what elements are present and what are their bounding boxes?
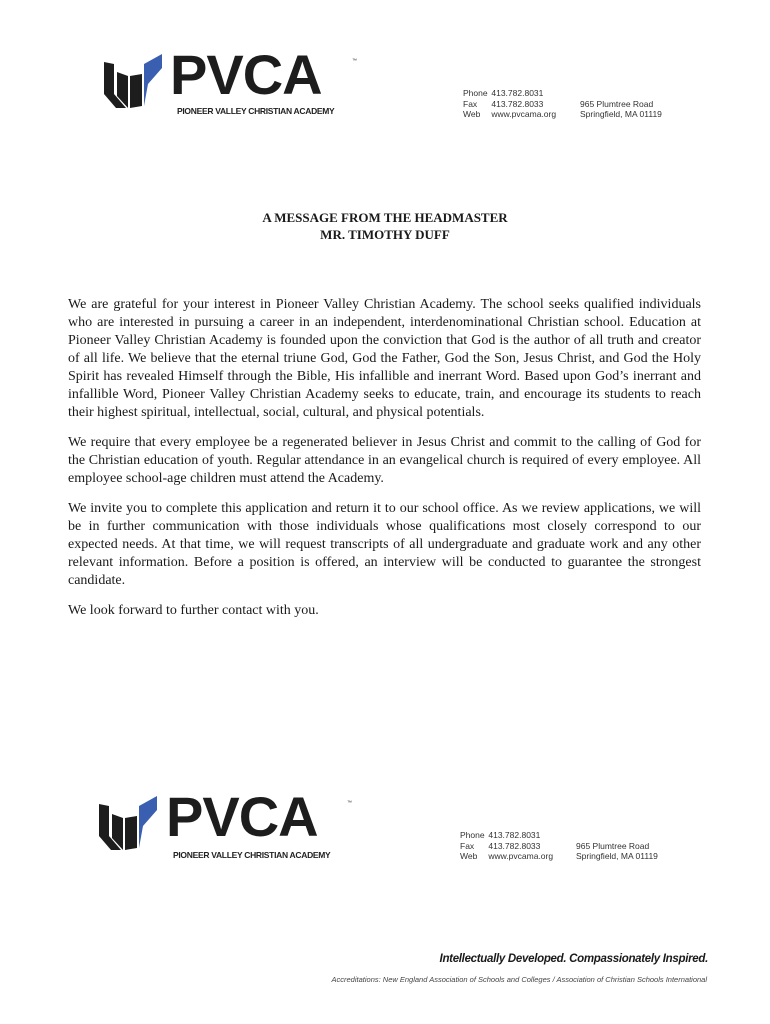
fax-label: Fax (463, 98, 478, 109)
phone-number: 413.782.8031 (488, 830, 541, 840)
fax-number: 413.782.8033 (491, 98, 544, 109)
letter-heading (0, 209, 770, 243)
address-city: Springfield, MA 01119 (580, 109, 662, 119)
fax-number: 413.782.8033 (488, 840, 541, 851)
paragraph-2: We require that every employee be a regenerated believer in Jesus Christ and commit to the calling of God for the Christian education of youth. Regular attendance in an evangelical church is required of every employee. All employee school-age children must attend the Academy. (68, 435, 701, 486)
web-address: www.pvcama.org (491, 109, 557, 119)
phone-label: Phone (460, 830, 485, 840)
letterhead-top (0, 43, 770, 140)
web-label: Web (460, 851, 478, 861)
logo-school-name: PIONEER VALLEY CHRISTIAN ACADEMY (177, 106, 335, 116)
pvca-logo-mark-icon (99, 796, 159, 852)
address-street: 965 Plumtree Road (576, 840, 650, 851)
footer-accreditations: Accreditations: New England Association of Schools and Colleges / Association of Christian Schools International (331, 975, 707, 984)
address-block (576, 841, 658, 862)
letter-body (68, 296, 701, 632)
pvca-logo-mark-icon (104, 54, 164, 110)
phone-number: 413.782.8031 (491, 88, 544, 98)
logo-wordmark: PVCA (166, 785, 318, 848)
web-label: Web (463, 109, 481, 119)
paragraph-3: We invite you to complete this application and return it to our school office. As we review applications, we will be in further communication with those individuals whose qualifications most closely correspond to our expected needs. At that time, we will request transcripts of all undergraduate and graduate work and any other relevant information. Before a position is offered, an interview will be conducted to guarantee the strongest candidate. (68, 501, 701, 588)
paragraph-1: We are grateful for your interest in Pioneer Valley Christian Academy. The school seeks qualified individuals who are interested in pursuing a career in an independent, interdenominational Christian school. Education at Pioneer Valley Christian Academy is founded upon the conviction that God is the author of all truth and creator of all life. We believe that the eternal triune God, God the Father, God the Son, Jesus Christ, and God the Holy Spirit has revealed Himself through the Bible, His infallible and inerrant Word. Based upon God’s inerrant and infallible Word, Pioneer Valley Christian Academy seeks to educate, train, and encourage its students to reach their highest spiritual, intellectual, social, cultural, and physical potentials. (68, 297, 701, 420)
letterhead-bottom (0, 785, 770, 882)
address-block (580, 99, 662, 120)
phone-label: Phone (463, 88, 488, 98)
footer-tagline: Intellectually Developed. Compassionately Inspired. (439, 953, 708, 965)
contact-block (460, 830, 553, 862)
logo-wordmark: PVCA (170, 43, 322, 106)
fax-label: Fax (460, 840, 475, 851)
logo-trademark: ™ (347, 800, 352, 806)
heading-title: A MESSAGE FROM THE HEADMASTER (262, 210, 508, 225)
web-address: www.pvcama.org (488, 851, 554, 861)
heading-author: MR. TIMOTHY DUFF (320, 227, 450, 242)
logo-trademark: ™ (352, 58, 357, 64)
address-street: 965 Plumtree Road (580, 98, 654, 109)
contact-block (463, 88, 556, 120)
logo-school-name: PIONEER VALLEY CHRISTIAN ACADEMY (173, 850, 331, 860)
address-city: Springfield, MA 01119 (576, 851, 658, 861)
paragraph-4: We look forward to further contact with you. (68, 603, 319, 618)
